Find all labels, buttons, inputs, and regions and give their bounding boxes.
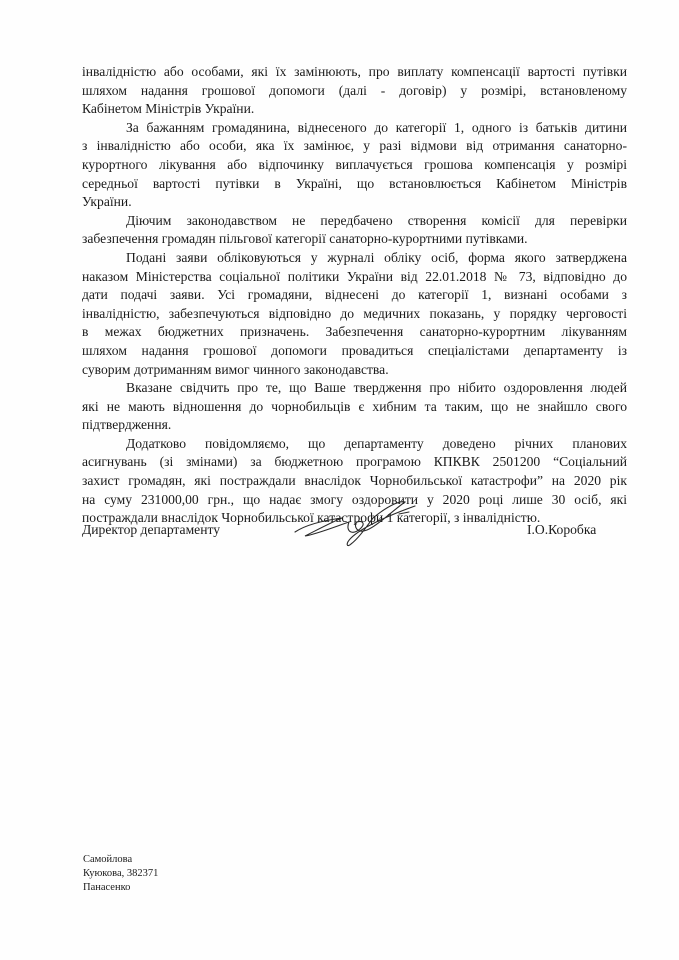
footer-line: Панасенко bbox=[83, 882, 131, 893]
text-line: наказом Міністерства соціальної політики України від 22.01.2018 № 73, відповідно до bbox=[82, 268, 627, 284]
text-line: суворим дотриманням вимог чинного законодавства. bbox=[82, 361, 389, 377]
signatory-title: Директор департаменту bbox=[82, 522, 221, 537]
signatory-name: І.О.Коробка bbox=[527, 522, 597, 537]
paragraph-compensation bbox=[82, 119, 627, 212]
text-line: Кабінетом Міністрів України. bbox=[82, 101, 255, 117]
paragraph-legislation bbox=[82, 212, 627, 249]
text-line: Діючим законодавством не передбачено створення комісії для перевірки bbox=[126, 212, 627, 228]
text-line: курортного лікування або відпочинку виплачується грошова компенсація у розмірі bbox=[82, 156, 627, 172]
signature-icon bbox=[287, 492, 427, 552]
text-line: постраждали внаслідок Чорнобильської катастрофи 1 категорії, з інвалідністю. bbox=[82, 510, 541, 526]
letter-body bbox=[82, 63, 627, 528]
text-line: з інвалідністю або особи, яка їх замінює, у разі відмови від отримання санаторно- bbox=[82, 138, 627, 154]
text-line: середньої вартості путівки в Україні, що встановлюється Кабінетом Міністрів bbox=[82, 175, 627, 191]
text-line: України. bbox=[82, 194, 132, 210]
text-line: на суму 231000,00 грн., що надає змогу оздоровити у 2020 році лише 30 осіб, які bbox=[82, 491, 627, 507]
executors-footer bbox=[83, 853, 158, 895]
text-line: дати подачі заяви. Усі громадяни, віднесені до категорії 1, визнані особами з bbox=[82, 287, 627, 303]
text-line: За бажанням громадянина, віднесеного до категорії 1, одного із батьків дитини bbox=[126, 119, 627, 135]
text-line: в межах бюджетних призначень. Забезпечення санаторно-курортним лікуванням bbox=[82, 324, 627, 340]
footer-line: Куюкова, 382371 bbox=[83, 868, 159, 879]
signature-block bbox=[82, 514, 627, 554]
text-line: які не мають відношення до чорнобильців є хибним та таким, що не знайшло свого bbox=[82, 398, 627, 414]
text-line: Вказане свідчить про те, що Ваше твердження про нібито оздоровлення людей bbox=[126, 380, 627, 396]
footer-line: Самойлова bbox=[83, 854, 133, 865]
text-line: захист громадян, які постраждали внаслідок Чорнобильської катастрофи” на 2020 рік bbox=[82, 473, 627, 489]
text-line: асигнувань (зі змінами) за бюджетною програмою КПКВК 2501200 “Соціальний bbox=[82, 454, 627, 470]
text-line: інвалідністю, забезпечуються відповідно до медичних показань, у порядку черговості bbox=[82, 305, 627, 321]
paragraph-applications bbox=[82, 249, 627, 379]
text-line: інвалідністю або особами, які їх замінюють, про виплату компенсації вартості путівки bbox=[82, 64, 627, 79]
text-line: шляхом надання грошової допомоги (далі - договір) у розмірі, встановленому bbox=[82, 82, 627, 98]
text-line: шляхом надання грошової допомоги провадиться спеціалістами департаменту із bbox=[82, 342, 627, 358]
text-line: Додатково повідомляємо, що департаменту доведено річних планових bbox=[126, 435, 627, 451]
text-line: забезпечення громадян пільгової категорії санаторно-курортними путівками. bbox=[82, 231, 528, 247]
text-line: Подані заяви обліковуються у журналі обліку осіб, форма якого затверджена bbox=[126, 249, 627, 265]
paragraph-conclusion bbox=[82, 379, 627, 435]
paragraph-intro-continuation bbox=[82, 63, 627, 119]
text-line: підтвердження. bbox=[82, 417, 172, 433]
